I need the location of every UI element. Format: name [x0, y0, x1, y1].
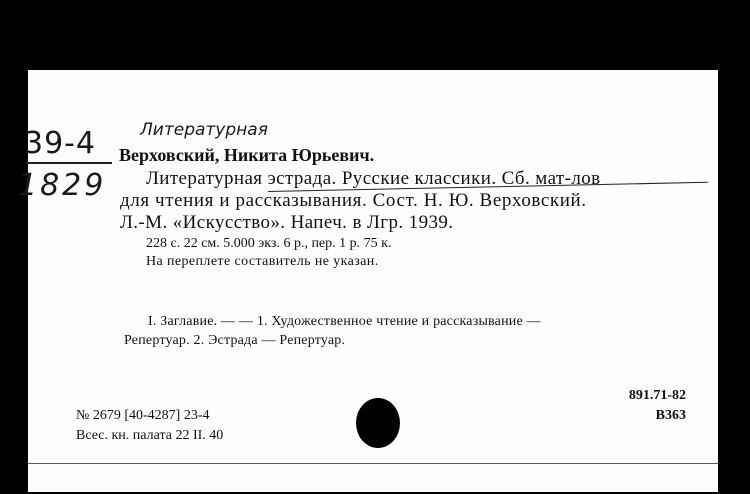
- author-mark: В363: [655, 408, 686, 423]
- call-number-bottom: 1829: [18, 168, 107, 203]
- title-line-3: Л.-М. «Искусство». Напеч. в Лгр. 1939.: [120, 212, 454, 233]
- record-number: № 2679 [40-4287] 23-4: [76, 408, 210, 423]
- book-chamber: Всес. кн. палата 22 II. 40: [76, 428, 224, 443]
- subjects-line-2: Репертуар. 2. Эстрада — Репертуар.: [124, 333, 346, 348]
- physical-description: 228 с. 22 см. 5.000 экз. 6 р., пер. 1 р. 75 к.: [146, 236, 392, 251]
- classification-number: 891.71-82: [628, 388, 686, 403]
- title-line-1: Литературная эстрада. Русские классики. Сб. мат-лов: [146, 168, 601, 189]
- title-line-2: для чтения и рассказывания. Сост. Н. Ю. Верховский.: [120, 190, 587, 211]
- bottom-rule: [28, 463, 718, 464]
- author-heading: Верховский, Никита Юрьевич.: [119, 145, 375, 165]
- handwritten-note: Литературная: [140, 120, 268, 140]
- call-number-divider: [26, 162, 112, 164]
- punch-hole: [356, 398, 400, 448]
- card-note: На переплете составитель не указан.: [146, 254, 379, 269]
- subjects-line-1: I. Заглавие. — — 1. Художественное чтение и рассказывание —: [148, 314, 541, 329]
- catalog-card: [18, 70, 718, 492]
- call-number-top: 39-4: [24, 126, 97, 161]
